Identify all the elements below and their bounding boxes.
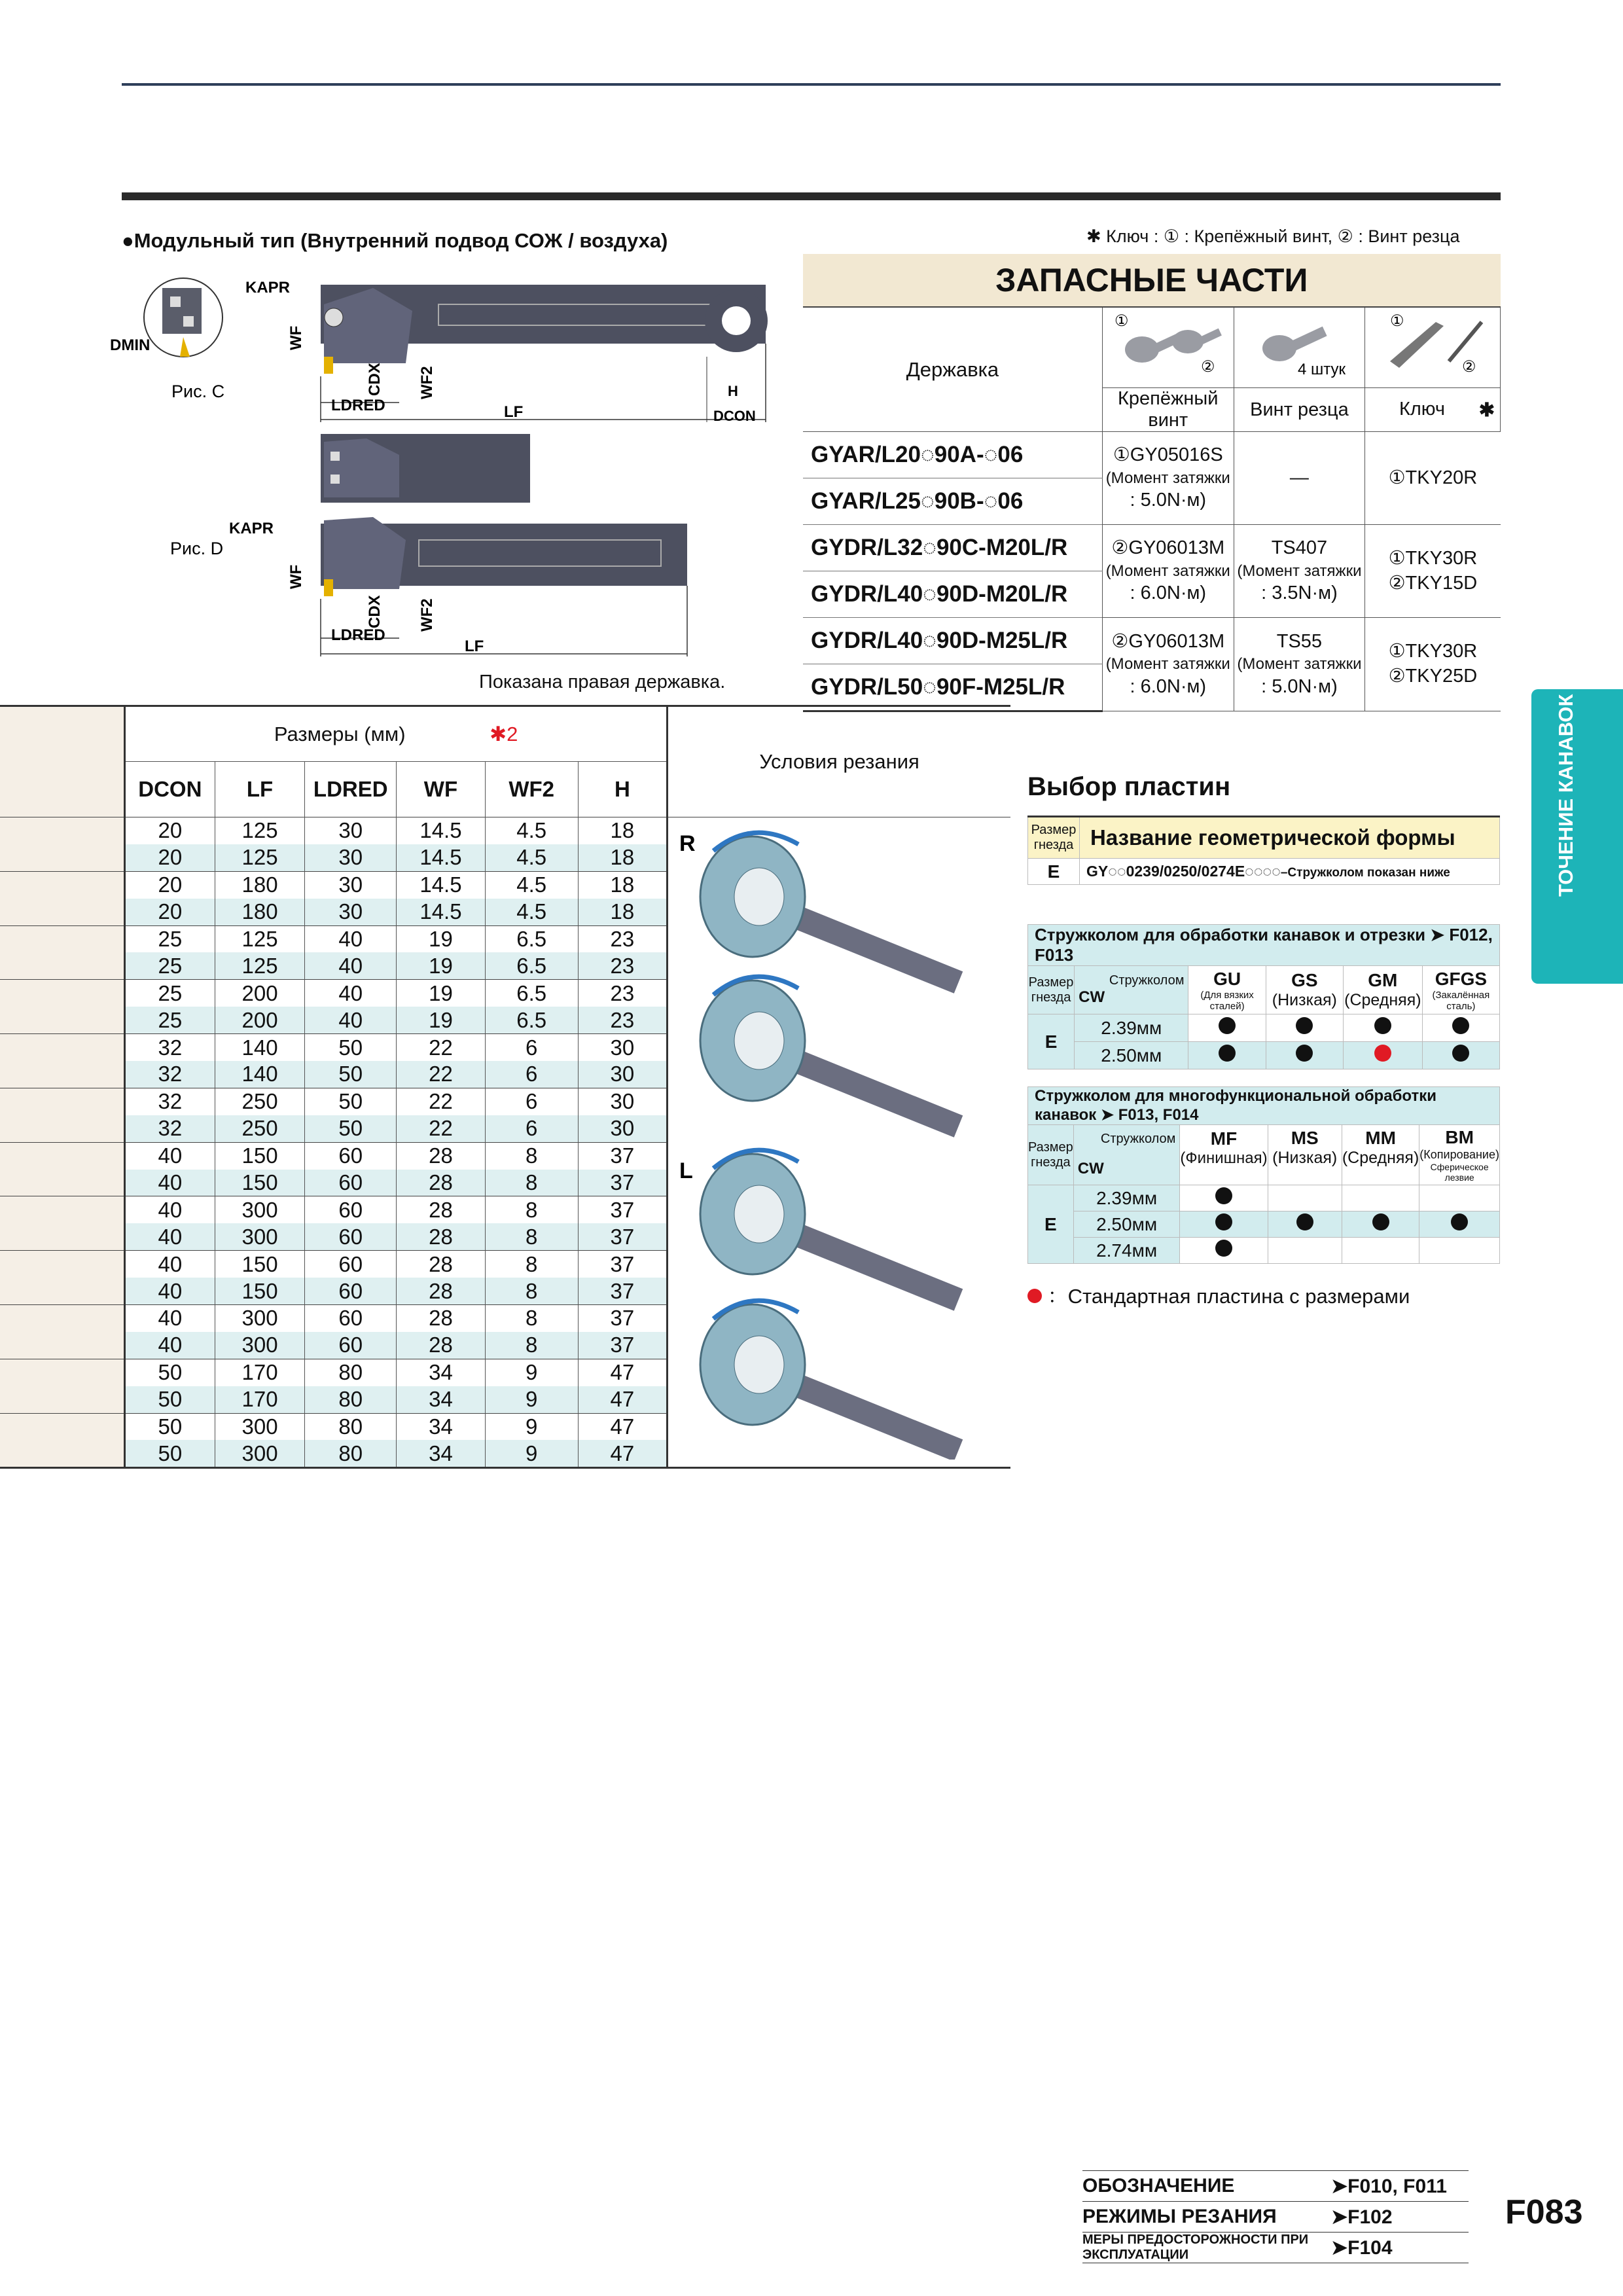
empty-cell [1268, 1185, 1342, 1211]
dimension-cell: 80 [305, 1440, 397, 1467]
dimension-cell: 250 [215, 1088, 305, 1115]
empty-cell [1342, 1185, 1419, 1211]
dimension-cell: 50 [305, 1061, 397, 1088]
dimension-cell: 300 [215, 1332, 305, 1359]
key-header: Ключ ✱ [1365, 388, 1501, 432]
availability-mark [1188, 1014, 1266, 1042]
top-rule [122, 83, 1501, 86]
dimension-cell: 80 [305, 1413, 397, 1440]
dimension-cell: 30 [578, 1034, 668, 1061]
dimension-cell: 14.5 [397, 899, 486, 925]
seat-size-header: Размер гнезда [1028, 966, 1075, 1014]
section-title: ●Модульный тип (Внутренний подвод СОЖ / воздуха) [122, 229, 668, 252]
svg-text:②: ② [1462, 358, 1476, 376]
dimension-cell: 37 [578, 1142, 668, 1169]
cw-value: 2.39мм [1075, 1014, 1188, 1042]
dimension-cell: 22 [397, 1034, 486, 1061]
ref-page-link[interactable]: ➤F104 [1331, 2233, 1469, 2263]
code-cell [0, 1034, 124, 1061]
dimension-cell: 34 [397, 1413, 486, 1440]
clamp-screw-cell: ②GY06013M (Момент затяжки : 6.0N·м) [1102, 525, 1234, 618]
dimension-cell: 34 [397, 1440, 486, 1467]
dimension-cell: 40 [124, 1251, 215, 1278]
dimension-cell: 40 [124, 1170, 215, 1196]
dimension-cell: 8 [485, 1170, 578, 1196]
cw-value: 2.39мм [1073, 1185, 1180, 1211]
dimension-cell: 28 [397, 1170, 486, 1196]
dimension-cell: 40 [124, 1305, 215, 1332]
dimension-cell: 300 [215, 1196, 305, 1223]
code-cell [0, 1440, 124, 1467]
svg-text:KAPR: KAPR [229, 520, 274, 537]
dimension-cell: 80 [305, 1386, 397, 1413]
chipbreaker-mm: MM (Средняя) [1342, 1125, 1419, 1185]
svg-text:WF: WF [287, 325, 305, 350]
svg-text:②: ② [1200, 358, 1215, 376]
seat-size-header: Размер гнезда [1028, 817, 1080, 859]
key-cell: ①TKY20R [1365, 432, 1501, 525]
code-cell [0, 1413, 124, 1440]
svg-text:①: ① [1114, 312, 1129, 330]
dimension-cell: 9 [485, 1359, 578, 1386]
cutter-screw-cell: — [1234, 432, 1365, 525]
right-holder-note: Показана правая державка. [479, 672, 726, 692]
dimension-cell: 180 [215, 871, 305, 898]
dimension-cell: 30 [305, 844, 397, 871]
dimension-cell: 6.5 [485, 1007, 578, 1033]
boring-workpiece-icon [700, 977, 963, 1138]
dimension-cell: 6.5 [485, 980, 578, 1007]
chipbreaker-bm: BM (Копирование) Сферическое лезвие [1419, 1125, 1500, 1185]
availability-mark [1268, 1211, 1342, 1238]
dimension-cell: 19 [397, 1007, 486, 1033]
cw-value: 2.50мм [1073, 1211, 1180, 1238]
dimension-cell: 19 [397, 952, 486, 979]
cw-chipbreaker-header: Стружколом CW [1073, 1125, 1180, 1185]
code-cell [0, 1251, 124, 1278]
dimension-cell: 37 [578, 1223, 668, 1250]
dimension-cell: 20 [124, 899, 215, 925]
cw-chipbreaker-header: Стружколом CW [1075, 966, 1188, 1014]
cutting-conditions-header: Условия резания [668, 706, 1010, 817]
cw-value: 2.74мм [1073, 1238, 1180, 1264]
code-cell [0, 1115, 124, 1142]
dimension-cell: 40 [124, 1196, 215, 1223]
dimension-cell: 150 [215, 1170, 305, 1196]
section-bar [122, 192, 1501, 200]
dimension-cell: 170 [215, 1359, 305, 1386]
dimension-cell: 30 [578, 1061, 668, 1088]
code-cell [0, 899, 124, 925]
chipbreaker-gm: GM (Средняя) [1343, 966, 1422, 1014]
availability-mark [1422, 1042, 1499, 1069]
empty-cell [1342, 1238, 1419, 1264]
code-column-header [0, 706, 124, 817]
key-note: ✱ Ключ : ① : Крепёжный винт, ② : Винт резца [1086, 226, 1460, 246]
geometry-table [1027, 816, 1500, 885]
dimensions-group-header: Размеры (мм) ✱2 [124, 706, 667, 762]
reference-links [1082, 2170, 1469, 2263]
geometry-name-header: Название геометрической формы [1080, 817, 1500, 859]
dimension-cell: 140 [215, 1034, 305, 1061]
dimension-cell: 20 [124, 871, 215, 898]
dimension-cell: 200 [215, 1007, 305, 1033]
dimension-cell: 170 [215, 1386, 305, 1413]
dimension-cell: 40 [124, 1332, 215, 1359]
empty-cell [1419, 1185, 1500, 1211]
svg-text:H: H [728, 383, 738, 399]
dimension-cell: 40 [124, 1142, 215, 1169]
insert-selection-title: Выбор пластин [1027, 772, 1231, 801]
dimension-cell: 125 [215, 844, 305, 871]
svg-text:4 штук: 4 штук [1298, 361, 1346, 378]
col-dcon: DCON [124, 762, 215, 817]
code-cell [0, 1278, 124, 1304]
svg-text:DMIN: DMIN [110, 336, 151, 354]
code-cell [0, 952, 124, 979]
dimension-cell: 20 [124, 817, 215, 844]
chipbreaker-gs: GS (Низкая) [1266, 966, 1343, 1014]
dimension-cell: 22 [397, 1115, 486, 1142]
cutter-screw-cell: TS55 (Момент затяжки : 5.0N·м) [1234, 618, 1365, 711]
code-cell [0, 1170, 124, 1196]
availability-mark [1180, 1238, 1268, 1264]
dimension-cell: 25 [124, 952, 215, 979]
ref-label: ОБОЗНАЧЕНИЕ [1082, 2171, 1331, 2202]
dimension-cell: 25 [124, 925, 215, 952]
dimension-cell: 300 [215, 1413, 305, 1440]
dimension-cell: 60 [305, 1223, 397, 1250]
dimension-cell: 4.5 [485, 817, 578, 844]
dimension-cell: 60 [305, 1278, 397, 1304]
dimension-cell: 40 [124, 1223, 215, 1250]
dimension-cell: 28 [397, 1223, 486, 1250]
code-cell [0, 817, 124, 844]
availability-mark [1342, 1211, 1419, 1238]
dimension-cell: 40 [305, 980, 397, 1007]
svg-text:①: ① [1390, 312, 1404, 330]
dimension-cell: 8 [485, 1142, 578, 1169]
svg-text:L: L [679, 1158, 693, 1183]
dimension-cell: 200 [215, 980, 305, 1007]
dimension-cell: 60 [305, 1251, 397, 1278]
dimension-cell: 28 [397, 1332, 486, 1359]
dimension-cell: 50 [305, 1034, 397, 1061]
dimension-cell: 9 [485, 1386, 578, 1413]
availability-mark [1419, 1211, 1500, 1238]
page-number: F083 [1505, 2193, 1583, 2231]
dimension-cell: 30 [305, 817, 397, 844]
col-ldred: LDRED [305, 762, 397, 817]
dimension-cell: 8 [485, 1223, 578, 1250]
dimension-cell: 60 [305, 1305, 397, 1332]
dimension-cell: 32 [124, 1061, 215, 1088]
col-wf2: WF2 [485, 762, 578, 817]
dimension-cell: 9 [485, 1413, 578, 1440]
dimension-cell: 22 [397, 1061, 486, 1088]
dimension-cell: 50 [305, 1088, 397, 1115]
dimension-cell: 50 [124, 1413, 215, 1440]
chipbreaker-gfgs: GFGS (Закалённая сталь) [1422, 966, 1499, 1014]
svg-text:CDX: CDX [366, 595, 383, 628]
ref-label: РЕЖИМЫ РЕЗАНИЯ [1082, 2202, 1331, 2233]
key-cell: ①TKY30R ②TKY25D [1365, 618, 1501, 711]
dimension-cell: 30 [578, 1088, 668, 1115]
availability-mark [1266, 1014, 1343, 1042]
dimension-cell: 14.5 [397, 844, 486, 871]
dimension-cell: 40 [124, 1278, 215, 1304]
dimension-cell: 125 [215, 952, 305, 979]
chipbreaker-gu: GU (Для вязких сталей) [1188, 966, 1266, 1014]
boring-workpiece-icon [700, 1300, 963, 1460]
holder-code: GYDR/L40◌90D-M20L/R [803, 571, 1102, 618]
boring-workpiece-icon [700, 833, 963, 994]
dimension-cell: 150 [215, 1142, 305, 1169]
seat-size-header: Размер гнезда [1028, 1125, 1074, 1185]
dimension-cell: 32 [124, 1115, 215, 1142]
dimension-cell: 125 [215, 925, 305, 952]
availability-mark [1343, 1014, 1422, 1042]
grooving-chipbreaker-table [1027, 924, 1500, 1069]
holder-code: GYDR/L50◌90F-M25L/R [803, 664, 1102, 711]
holder-header: Державка [803, 307, 1102, 432]
dimension-cell: 34 [397, 1359, 486, 1386]
dimension-cell: 28 [397, 1196, 486, 1223]
ref-page-link[interactable]: ➤F010, F011 [1331, 2171, 1469, 2202]
svg-text:WF2: WF2 [418, 366, 436, 399]
dimension-cell: 60 [305, 1170, 397, 1196]
seat-e: E [1028, 1185, 1074, 1264]
dimension-cell: 300 [215, 1440, 305, 1467]
dimension-cell: 4.5 [485, 844, 578, 871]
code-cell [0, 1007, 124, 1033]
cutting-conditions-illustration [668, 825, 1008, 1460]
holder-drawing [98, 259, 805, 677]
dimension-cell: 18 [578, 817, 668, 844]
key-cell: ①TKY30R ②TKY15D [1365, 525, 1501, 618]
boring-workpiece-icon [700, 1150, 963, 1311]
code-cell [0, 980, 124, 1007]
holder-code: GYAR/L25◌90B-◌06 [803, 478, 1102, 525]
availability-mark [1188, 1042, 1266, 1069]
dimension-cell: 28 [397, 1142, 486, 1169]
key-image [1365, 307, 1501, 388]
dimension-cell: 14.5 [397, 871, 486, 898]
standard-insert-mark [1343, 1042, 1422, 1069]
dimension-cell: 34 [397, 1386, 486, 1413]
legend: ：Стандартная пластина с размерами [1027, 1280, 1410, 1309]
dimension-cell: 28 [397, 1251, 486, 1278]
chipbreaker-mf: MF (Финишная) [1180, 1125, 1268, 1185]
dimension-cell: 8 [485, 1305, 578, 1332]
availability-mark [1180, 1211, 1268, 1238]
code-cell [0, 1142, 124, 1169]
side-tab-label: ТОЧЕНИЕ КАНАВОК [1554, 694, 1577, 897]
dimension-cell: 6.5 [485, 925, 578, 952]
dimension-cell: 30 [305, 871, 397, 898]
dimension-cell: 50 [124, 1440, 215, 1467]
dimension-cell: 50 [124, 1359, 215, 1386]
ref-label: МЕРЫ ПРЕДОСТОРОЖНОСТИ ПРИ ЭКСПЛУАТАЦИИ [1082, 2233, 1331, 2263]
dimension-cell: 4.5 [485, 871, 578, 898]
seat-e: E [1028, 859, 1080, 885]
svg-text:CDX: CDX [366, 363, 383, 396]
code-cell [0, 1332, 124, 1359]
dimension-cell: 6.5 [485, 952, 578, 979]
dimension-cell: 47 [578, 1386, 668, 1413]
svg-text:Рис. D: Рис. D [170, 539, 224, 558]
dimension-cell: 300 [215, 1223, 305, 1250]
dimension-cell: 25 [124, 980, 215, 1007]
availability-mark [1180, 1185, 1268, 1211]
chipbreaker-ms: MS (Низкая) [1268, 1125, 1342, 1185]
cw-value: 2.50мм [1075, 1042, 1188, 1069]
spare-parts-title: ЗАПАСНЫЕ ЧАСТИ [803, 254, 1501, 307]
code-cell [0, 1223, 124, 1250]
dimension-cell: 60 [305, 1332, 397, 1359]
dimension-cell: 8 [485, 1251, 578, 1278]
dimension-cell: 50 [124, 1386, 215, 1413]
code-cell [0, 1088, 124, 1115]
svg-text:WF2: WF2 [418, 598, 436, 632]
dimension-cell: 32 [124, 1034, 215, 1061]
dimension-cell: 19 [397, 980, 486, 1007]
clamp-screw-header: Крепёжный винт [1102, 388, 1234, 432]
dimension-cell: 300 [215, 1305, 305, 1332]
geometry-value: GY◌◌0239/0250/0274E◌◌◌◌–Стружколом показан ниже [1080, 859, 1500, 885]
multifunction-chipbreaker-table [1027, 1086, 1500, 1264]
code-cell [0, 871, 124, 898]
dimension-cell: 32 [124, 1088, 215, 1115]
svg-text:LDRED: LDRED [331, 626, 385, 644]
dimension-cell: 14.5 [397, 817, 486, 844]
dimension-cell: 18 [578, 844, 668, 871]
dimension-cell: 25 [124, 1007, 215, 1033]
dimension-cell: 18 [578, 871, 668, 898]
empty-cell [1268, 1238, 1342, 1264]
dimension-cell: 140 [215, 1061, 305, 1088]
svg-text:KAPR: KAPR [245, 279, 291, 296]
dimension-cell: 50 [305, 1115, 397, 1142]
svg-text:R: R [679, 831, 696, 856]
dimension-cell: 60 [305, 1142, 397, 1169]
dimension-cell: 28 [397, 1278, 486, 1304]
dimension-cell: 60 [305, 1196, 397, 1223]
dimension-cell: 37 [578, 1196, 668, 1223]
holder-code: GYDR/L32◌90C-M20L/R [803, 525, 1102, 571]
availability-mark [1266, 1042, 1343, 1069]
dimension-cell: 30 [578, 1115, 668, 1142]
availability-mark [1422, 1014, 1499, 1042]
code-cell [0, 1061, 124, 1088]
clamp-screw-cell: ②GY06013M (Момент затяжки : 6.0N·м) [1102, 618, 1234, 711]
svg-text:DCON: DCON [713, 408, 756, 424]
dimension-cell: 4.5 [485, 899, 578, 925]
dimension-cell: 8 [485, 1196, 578, 1223]
dimension-cell: 37 [578, 1278, 668, 1304]
dimension-cell: 37 [578, 1170, 668, 1196]
clamp-screw-cell: ①GY05016S (Момент затяжки : 5.0N·м) [1102, 432, 1234, 525]
spare-parts-table [803, 254, 1501, 712]
dimension-cell: 180 [215, 899, 305, 925]
dimension-cell: 20 [124, 844, 215, 871]
dimension-cell: 22 [397, 1088, 486, 1115]
code-cell [0, 925, 124, 952]
cutter-screw-cell: TS407 (Момент затяжки : 3.5N·м) [1234, 525, 1365, 618]
dimension-cell: 37 [578, 1251, 668, 1278]
col-h: H [614, 777, 630, 801]
dimension-cell: 23 [578, 952, 668, 979]
dimension-cell: 23 [578, 980, 668, 1007]
cutter-screw-header: Винт резца [1234, 388, 1365, 432]
dimension-cell: 6 [485, 1088, 578, 1115]
code-cell [0, 1386, 124, 1413]
dimension-cell: 9 [485, 1440, 578, 1467]
cutter-screw-image [1234, 307, 1365, 388]
col-lf: LF [215, 762, 305, 817]
dimension-cell: 250 [215, 1115, 305, 1142]
svg-text:LF: LF [465, 637, 484, 655]
dimension-cell: 6 [485, 1115, 578, 1142]
empty-cell [1419, 1238, 1500, 1264]
dimension-cell: 18 [578, 899, 668, 925]
code-cell [0, 844, 124, 871]
dimension-cell: 125 [215, 817, 305, 844]
seat-e: E [1028, 1014, 1075, 1069]
dimension-cell: 23 [578, 925, 668, 952]
dimension-cell: 28 [397, 1305, 486, 1332]
holder-code: GYDR/L40◌90D-M25L/R [803, 618, 1102, 664]
dimension-cell: 8 [485, 1278, 578, 1304]
dimension-cell: 40 [305, 925, 397, 952]
dimension-cell: 40 [305, 1007, 397, 1033]
col-wf: WF [397, 762, 486, 817]
clamp-screw-image [1102, 307, 1234, 388]
dimension-cell: 30 [305, 899, 397, 925]
ref-page-link[interactable]: ➤F102 [1331, 2202, 1469, 2233]
code-cell [0, 1305, 124, 1332]
dimension-cell: 19 [397, 925, 486, 952]
dimension-cell: 47 [578, 1359, 668, 1386]
table2-title: Стружколом для многофункциональной обработки канавок ➤ F013, F014 [1028, 1087, 1500, 1125]
dimension-cell: 47 [578, 1440, 668, 1467]
dimension-cell: 80 [305, 1359, 397, 1386]
svg-text:WF: WF [287, 564, 305, 589]
red-dot-icon [1027, 1289, 1042, 1303]
code-cell [0, 1359, 124, 1386]
dimension-cell: 6 [485, 1061, 578, 1088]
dimension-cell: 37 [578, 1332, 668, 1359]
table1-title: Стружколом для обработки канавок и отрезки ➤ F012, F013 [1028, 925, 1500, 966]
svg-text:LF: LF [504, 403, 524, 421]
code-cell [0, 1196, 124, 1223]
dimension-cell: 47 [578, 1413, 668, 1440]
dimension-cell: 40 [305, 952, 397, 979]
dimension-cell: 6 [485, 1034, 578, 1061]
dimension-cell: 150 [215, 1278, 305, 1304]
svg-text:LDRED: LDRED [331, 397, 385, 414]
dimension-cell: 23 [578, 1007, 668, 1033]
svg-text:Рис. C: Рис. C [171, 382, 225, 401]
dimension-cell: 150 [215, 1251, 305, 1278]
dimension-cell: 8 [485, 1332, 578, 1359]
dimension-cell: 37 [578, 1305, 668, 1332]
holder-code: GYAR/L20◌90A-◌06 [803, 432, 1102, 478]
